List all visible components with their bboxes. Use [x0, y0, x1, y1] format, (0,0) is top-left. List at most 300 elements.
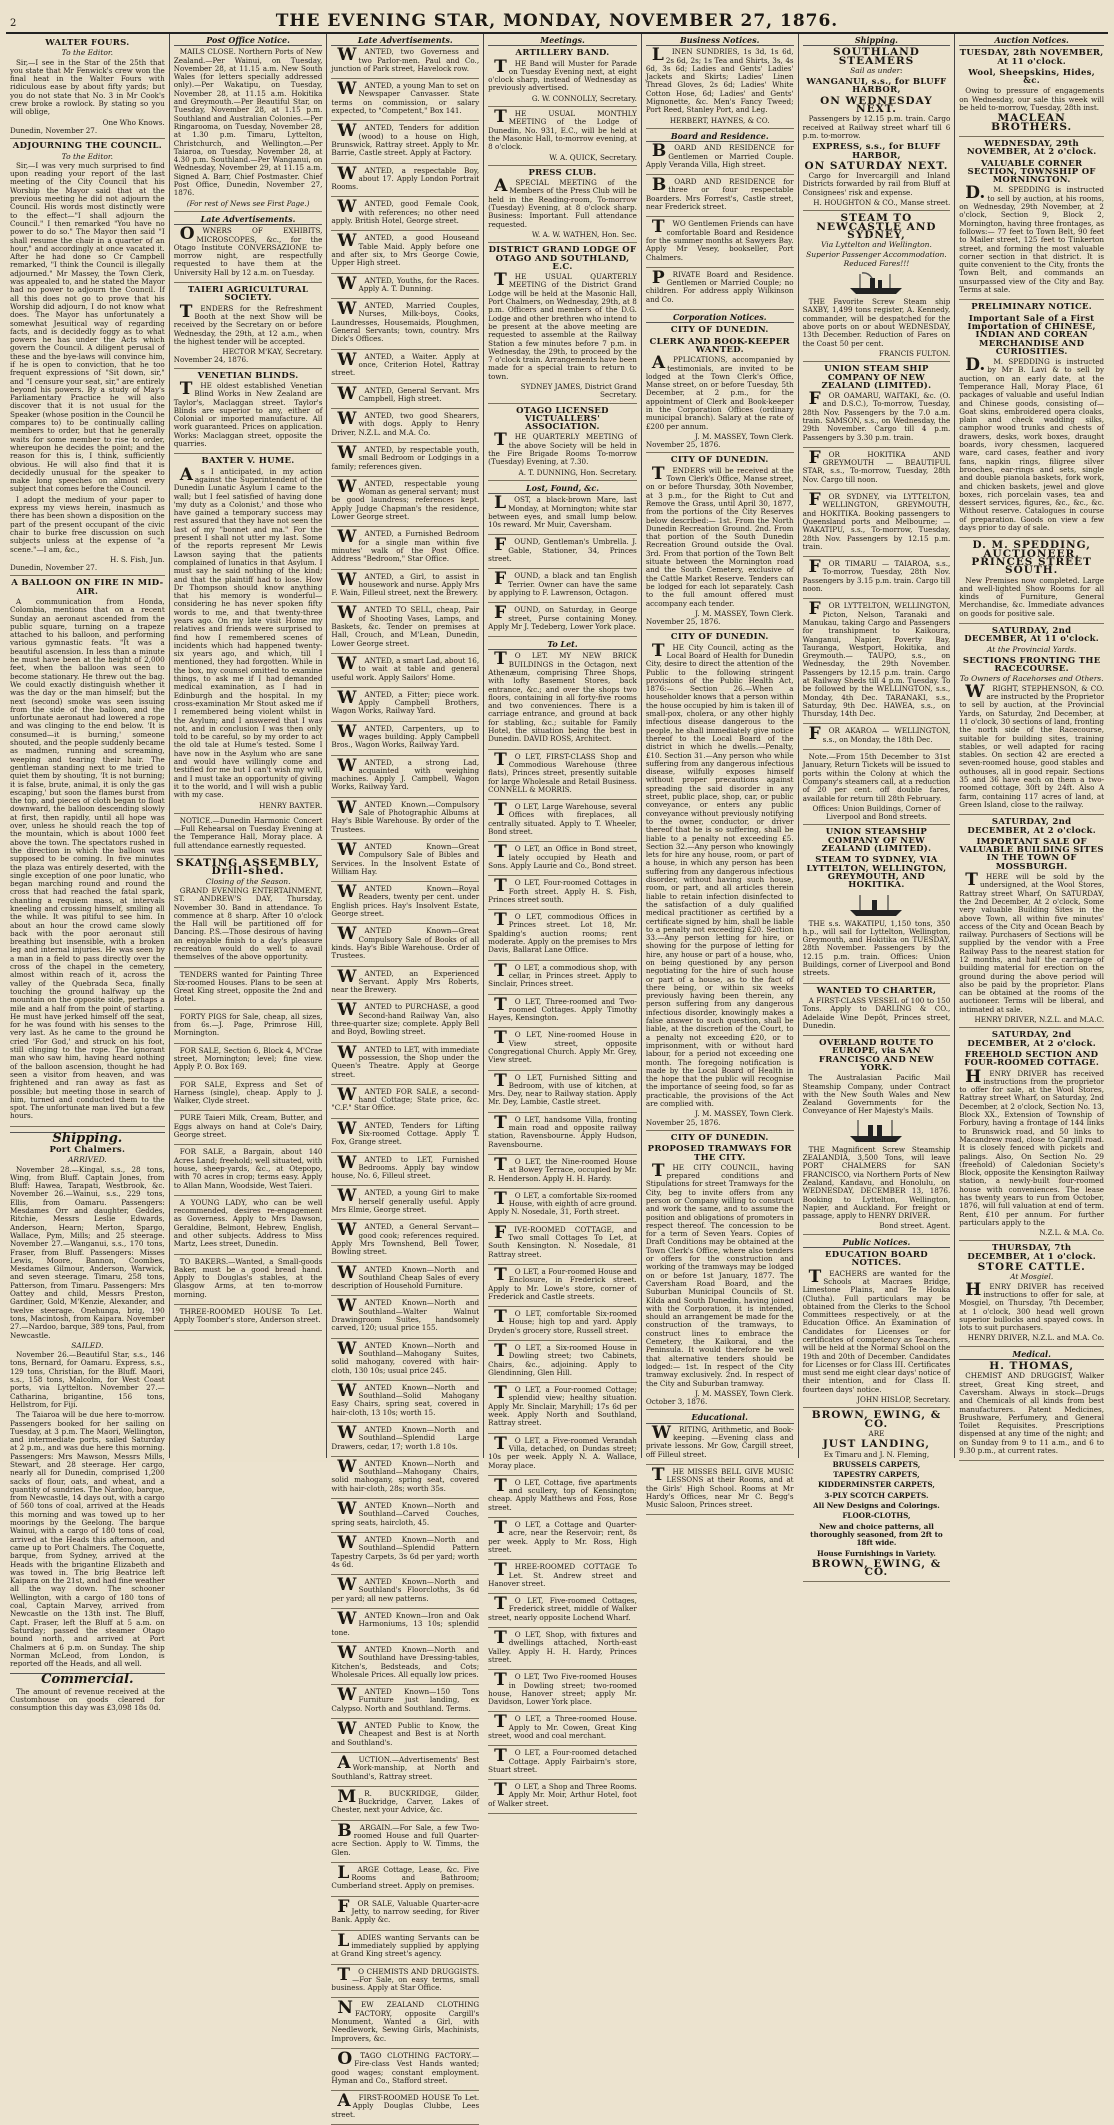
ad-text: WANTED, a Furnished Bedroom for a single man within five minutes' walk of the Post Office. Address "Bedroom," Star Office.	[331, 527, 480, 564]
masthead	[6, 6, 1108, 34]
product-line: All New Designs and Colorings.	[813, 1501, 940, 1511]
ad-young-lady	[174, 1199, 323, 1255]
brown-items	[803, 1461, 951, 1558]
ad-text: WANTED, Tenders for addition (wood) to a house on High, Brunswick, Rattray street. Apply to Mr. Barrie, Castle street. Apply at Factory.	[331, 121, 480, 158]
letter-body: Sir,—I see in the Star of the 25th that you state that Mr Fenwick's crew won the final heat in the Walter Fours with ridiculous ease by about fifty yards; but you do not state that No. 3 in Mr Cook's crew broke a rowlock. By stating so you will oblige,	[10, 57, 165, 117]
ad-signature: MACLEAN BROTHERS.	[991, 112, 1073, 133]
to-let-list	[488, 649, 637, 1814]
shipping-head: Shipping.	[803, 36, 951, 46]
ad-title: THURSDAY, 7th DECEMBER, At 1 o'clock.	[967, 1243, 1096, 1262]
ad-text: WANTED Known—North and Southland—Walter Walnut Drawingroom Suites, handsomely carved, 120; usual price 155.	[331, 1296, 480, 1333]
ad-text: TO LET, Large Warehouse, several Offices with fireplaces, all centrally situated. Apply to T. Wheeler, Bond street.	[488, 800, 637, 837]
article-balloon	[10, 579, 165, 1126]
letter-body-2: I adopt the medium of your paper to express my views herein, inasmuch as there has been shown a disposition on the part of the present occupant of the civic chair to burke free discussion on such subjects unless at the expense of "a scene."—I am, &c.,	[10, 494, 165, 554]
to-let-ad	[488, 749, 637, 800]
ad-title: SKATING ASSEMBLY, Drill-shed.	[176, 857, 321, 878]
ad-line: ARE	[868, 1428, 885, 1438]
ad-text: TO LET, a Four-roomed detached Cottage. Apply Fairbairn's store, Stuart street.	[488, 1746, 637, 1774]
ship-day: ON WEDNESDAY NEXT.	[820, 94, 933, 116]
ad-steam-newcastle	[803, 214, 951, 362]
ad-text: WANTED, Married Couples, Nurses, Milk-boys, Cooks, Laundresses, Housemaids, Ploughmen, General Servants; town, country. Mrs Dick's Offices.	[331, 299, 480, 344]
to-let-ad	[488, 876, 637, 910]
ad-subtitle: Important Sale of a First Importation of CHINESE, INDIAN AND COREAN MERCHANDISE AND CURIOSITIES.	[967, 313, 1096, 357]
ad-text: FOR SALE, Section 6, Block 4, M'Crae street, Mornington; level; fine view. Apply P. O. Box 169.	[173, 1045, 323, 1072]
ad-text: TO LET, a Six-roomed House in Dowling street; two Cabinets, Chairs, &c., adjoining. Apply to Glendinning, Glen Hill.	[488, 1341, 637, 1377]
product-line: FLOOR-CLOTHS,	[842, 1511, 911, 1521]
ad-text: WANTED, a Fitter; piece work. Apply Campbell Brothers, Wagon Works, Railway Yard.	[331, 687, 480, 716]
ad-subtitle-3: To Owners of Racehorses and Others.	[959, 674, 1104, 684]
ad-signature: HENRY DRIVER, N.Z.L. and M.A. Co.	[967, 1333, 1105, 1343]
classified-ad	[331, 383, 480, 410]
classified-ad	[331, 1719, 480, 1753]
letter-date: Dunedin, November 27.	[10, 125, 98, 135]
ad-text: AUCTION.—Advertisements' Best Work-manship, at North and Southland's, Rattray street.	[331, 1752, 480, 1781]
classified-ad	[331, 1000, 480, 1042]
ad-text: WANTED to PURCHASE, a good Second-hand Railway Van, also three-quarter size; complete. Apply Bell and Boyd, Bowling street.	[331, 1000, 480, 1037]
classified-ad	[331, 1575, 480, 1609]
ad-signature: Bond street. Agent.	[879, 1221, 951, 1231]
classified-ad	[331, 299, 480, 349]
ad-title: STEAM TO NEWCASTLE AND SYDNEY,	[816, 212, 937, 241]
ad-signature: SYDNEY JAMES, District Grand Secretary.	[520, 381, 637, 400]
ad-title: PRELIMINARY NOTICE.	[971, 302, 1093, 313]
ad-text: FOR SALE, Express and Set of Harness (single), cheap. Apply to J. Walker, Clyde street.	[173, 1079, 323, 1106]
ad-note: Note.—From 15th December to 31st January, Return Tickets will be issued to ports within the Colony at which the Company's steamers call, at a reduction of 20 per cent. off double fares, available for return till 28th February.	[802, 752, 951, 803]
ad-text: TO LET, Cottage, five apartments and scullery, top of Kensington; cheap. Apply Matthews and Foss, Rose street.	[488, 1475, 637, 1512]
shipping-news: The Taiaroa will be due here to-morrow. Passengers booked for her sailing on Tuesday, at 3 p.m. The Maori, Wellington, and intermediate ports, sailed Saturday at 2 p.m., and was due here this morning. Passengers: Mrs Mawson, Messrs Mills, Stewart, and 28 steerage. Her cargo, nearly all for Dunedin, comprised 1,200 sacks of flour, oats, and wheat, and a quantity of sundries. The Nardoo, barque, from Newcastle, 14 days out, with a cargo of 560 tons of coal, arrived at the Heads this morning and was towed up to her moorings by the Geelong. The barque Wainui, with a cargo of 180 tons of coal, arrived at the Heads this afternoon, and came up to Port Chalmers. The Coquette, barque, from Sydney, arrived at the Heads with the brigantine Elizabeth and was towed in. The brig Beatrice left Kaipara on the 21st, and had fine weather all the way down. The schooner Wellington, with a cargo of 180 tons of coal, Captain Marvey, arrived from Newcastle on the 13th inst. The Bluff, Capt. Fraser, left the Bluff at 5 a.m. on Saturday; passed the steamer Otago bound north, and arrived at Port Chalmers at 6 p.m. on Sunday. The ship Norman McLeod, from London, is reported off the Heads, and all well.	[10, 1410, 165, 1669]
ad-title: TAIERI AGRICULTURAL SOCIETY.	[187, 285, 309, 304]
ad-thomas	[959, 1362, 1104, 1461]
ad-text: WANTED Known—North and Southland Cheap Sales of every description of Household Furniture.	[331, 1262, 480, 1291]
letter-signature: One Who Knows.	[102, 117, 165, 127]
union-sailing	[803, 724, 951, 750]
to-let-ad	[488, 1154, 637, 1189]
ad-text: FOR SALE, Valuable Quarter-acre Jetty, to narrow seeding, for River Bank. Apply &c.	[331, 1896, 480, 1925]
educational-list	[645, 1422, 794, 1516]
arrived-head: ARRIVED.	[68, 1155, 107, 1165]
column-3	[327, 34, 484, 2119]
ad-text: TO LET, Four-roomed Cottages in Forth street. Apply H. S. Fish, Princes street south.	[488, 876, 637, 904]
ad-text: ASPECIAL MEETING of the Members of the Press Club will be held in the Reading-room, To-morrow (Tuesday) Evening, at 8 o'clock sharp. Business: Important. Full attendance requested.	[488, 176, 637, 229]
board-ad	[645, 141, 794, 175]
classified-ad	[331, 797, 480, 840]
ad-pigs	[174, 1013, 323, 1044]
classified-ad	[331, 1338, 480, 1381]
to-let-ad	[488, 800, 637, 842]
to-let-ad	[488, 842, 637, 876]
classified-ad	[331, 163, 480, 198]
ad-text: WANTED, good Female Cook, with references; no other need apply. British Hotel, George street.	[331, 197, 480, 226]
column-1	[6, 34, 170, 1713]
ad-subtitle: FREEHOLD SECTION AND FOUR-ROOMED COTTAGE.	[964, 1049, 1100, 1069]
ad-text: WANTED, a Waiter. Apply at once, Criterion Hotel, Rattray street.	[331, 349, 480, 378]
ad-title: UNION STEAMSHIP COMPANY OF NEW ZEALAND (LIMITED).	[821, 827, 932, 855]
to-let-ad	[488, 1188, 637, 1223]
ad-text: TENDERS will be received at the Town Clerk's Office, Manse street, on or before Thursday, 30th November, at 3 p.m., for the Right to Cut and Remove the Grass, until April 30, 1877, from the portions of the City Reserves below described:— 1st. From the North Dunedin Recreation Ground. 2nd. From that portion of the South Dunedin Recreation Ground outside the Oval. 3rd. From that portion of the Town Belt situate between the Mornington road and the South Cemetery, exclusive of the Cattle Market Reserve. Tenders can be lodged for each lot separately. Cash to the full amount offered must accompany each tender.	[645, 463, 794, 608]
classified-ad	[331, 2048, 480, 2091]
sailed-head: SAILED.	[71, 1340, 104, 1350]
ad-subtitle: IMPORTANT SALE OF VALUABLE BUILDING SITES IN THE TOWN OF MOSSBURGH.	[959, 836, 1104, 872]
ad-artillery	[488, 49, 637, 107]
ad-milk	[174, 1114, 323, 1145]
ad-subtitle: Sail as under:	[850, 65, 903, 75]
classified-ad	[331, 79, 480, 121]
ad-text: WANTED, a General Servant—good cook; references required. Apply Mrs Townshend, Bell Tower, Bowling street.	[331, 1220, 480, 1257]
classified-ad	[331, 966, 480, 1001]
ad-text: NOTICE.—Dunedin Harmonic Concert—Full Rehearsal on Tuesday Evening at the Temperance Hall, Moray place. A full attendance earnestly requested.	[173, 815, 323, 850]
ad-title: D. M. SPEDDING, AUCTIONEER, PRINCES STREET SOUTH.	[971, 539, 1092, 577]
ad-text: WANTED Known—Royal Readers, twenty per cent. under English prices. Hay's Insolvent Estate, George street.	[331, 882, 480, 919]
ad-baxter	[174, 457, 323, 813]
product-line: New and choice patterns, all thoroughly seasoned, from 2ft to 18ft wide.	[810, 1521, 943, 1548]
product-line: TAPESTRY CARPETS,	[833, 1470, 920, 1480]
ad-preliminary	[959, 303, 1104, 538]
classified-ad	[331, 1862, 480, 1897]
classified-ad	[331, 45, 480, 79]
ad-text: THE s.s. WAKATIPU, 1,150 tons, 350 h.p., will sail for Lyttelton, Wellington, Greymouth, and Hokitika on TUESDAY, 28th November. Passengers by the 12.15 p.m. train. Offices: Union Buildings, corner of Liverpool and Bond streets.	[802, 918, 951, 978]
product-line: 3-PLY SCOTCH CARPETS.	[824, 1490, 929, 1500]
ad-subtitle: STORE CATTLE.	[977, 1261, 1086, 1274]
ad-text: WANTED, a respectable Boy, about 17. Apply London Portrait Rooms.	[331, 163, 480, 192]
ad-text: TO LET, Three-roomed and Two-roomed Cottages. Apply Timothy Hayes, Kensington.	[488, 994, 637, 1023]
ad-text: WANTED, General Servant. Mrs Campbell, High street.	[337, 383, 480, 404]
ad-text: THE USUAL MONTHLY MEETING of the Lodge of Dunedin, No. 931, E.C., will be held at the Masonic Hall, to-morrow evening, at 8 o'clock.	[488, 107, 637, 152]
article-body: A communication from Honda, Colombia, mentions that on a recent Sunday an aeronaut ascended from the public square, turning on a trapeze attached to his balloon, and performing various gymnastic feats. "It was a beautiful ascension. In less than a minute he must have been at the height of 2,000 feet, when the balloon was seen to become stationary. He threw out the bag. We could exactly distinguish whether it was the day or the man himself; but the next (second) smoke was seen issuing from the side of the balloon, and the unfortunate aeronaut had lowered a rope and was clinging to the end below. 'It is consumed—it is burning,' someone shouted, and the people suddenly became as madmen, running and screaming, weeping and tearing their hair. The gentleman standing next to me tried to quiet them by shouting, 'It is not burning; it is false, brute, animal, it is only the gas escaping,' but soon the flames burst from the top, and pieces of cloth began to float downward, the balloon descending slowly at first, then rapidly, until all hope was over, unless he should reach the top of the mountain, which is about 1000 feet above the town. The spectators rushed in the direction in which the balloon was supposed to be coming. In five minutes the plaza was entirely deserted, with the single exception of one poor lunatic, who began marching round and round the cross that had reached the fatal spark, chanting a requiem mass, at intervals kneeling and crossing himself, smiling all the while. It was pitiful to see him. In about an hour the crowd came slowly back with the poor aeronaut still breathing but insensible, with a broken leg and internal injuries. He was seen by a man in a field to pass directly over the cross of the chapel in the cemetery, almost within reach of it, across the valley of the Quebrada Seca, finally touching the ground halfway up the mountain on the opposite side, perhaps a mile and a half from the point of starting. He must have jerked himself off the seat, for he was found with his senses to the very last. As he came to the ground he cried 'For God,' and struck on his foot, still clinging to the rope. The ignorant man who saw him, having heard nothing of the balloon ascension, thought he had seen a visitor from heaven, and was frightened and ran away as fast as possible; but meeting those in search of him, turned and conducted them to the spot. The unfortunate man lived but a few hours.	[10, 597, 165, 1121]
classified-ad	[331, 924, 480, 966]
ad-text: LINEN SUNDRIES, 1s 3d, 1s 6d, 2s 6d, 2s; 1s Tea and Shirts, 3s, 4s 6d, 3s 6d; Ladies and Gents' Ladies' Jackets and Skirts; Ladies' Linen Thread Gloves, 2s 6d; Ladies' White Cotton Hose, 6d; Ladies' and Gents' Mignonette, &c. Men's Fancy Tweed; Port Reed, Stanley Port, and Leg.	[645, 45, 794, 115]
ad-signature: HECTOR M'KAY, Secretary.	[222, 347, 323, 357]
ad-text: LADIES wanting Servants can be immediately supplied by applying at Grand King street's agency.	[331, 1930, 480, 1959]
to-let-ad	[488, 1712, 637, 1746]
letter-body: Sir,—I was very much surprised to find upon reading your report of the last meeting of the City Council that his Worship the Mayor said that at the previous meeting he did not adjourn the Council. His words most distinctly were to the effect—"I shall adjourn the Council." I then remarked "You have no power to do so." The Mayor then said "I shall resume the chair in a quarter of an hour," and accordingly at once vacated it. After he had done so Cr Campbell remarked, "I think the Council is illegally adjourned." Mr Massey, the Town Clerk, was appealed to, and he stated the Mayor had no power to adjourn the Council. If all this does not go to prove that his Worship did adjourn, I do not know what does. The Mayor has unfortunately a somewhat Jesuitical way of regarding facts, and is decidedly foggy as to what powers he has under the Acts which govern the Council. A diligent perusal of these and the bye-laws will convince him, if he is open to conviction, that he too frequent expressions of "Sit down, sir," and "I censure your seat, sir," are entirely beyond his powers. By a study of May's Parliamentary Practice he will also discover that it is not usual for the Speaker (whose position in the Council he compares to) to be continually calling members to order, but that he generally waits for some member to rise to order, whereupon he decides the point; and the reason for this is, I think, sufficiently obvious. He will also find that it is decidedly unusual for the speaker to make long speeches on almost every subject that comes before the Council.	[10, 160, 165, 494]
ad-signature: J. M. MASSEY, Town Clerk.	[695, 1388, 794, 1398]
product-line: KIDDERMINSTER CARPETS,	[818, 1480, 935, 1490]
ad-title: H. THOMAS,	[989, 1360, 1075, 1373]
ad-title: DISTRICT GRAND LODGE OF OTAGO AND SOUTHLAND, E.C.	[488, 245, 637, 272]
ad-exhibits	[173, 224, 323, 283]
medical-head: Medical.	[959, 1350, 1104, 1360]
ad-text: THE Favorite Screw Steam ship SAXBY, 1,499 tons register, A. Kennedy, commander, will be despatched for the above ports on or about WEDNESDAY, 13th December. Reduction of Fares on the Coast 50 per cent.	[802, 297, 951, 348]
product-line: BRUSSELS CARPETS,	[832, 1459, 921, 1469]
ad-text: FOUND, Gentleman's Umbrella. J. Gable, Stationer, 34, Princes street.	[488, 535, 637, 564]
union-sailing	[802, 490, 951, 557]
classified-ad	[331, 1998, 480, 2048]
to-let-ad	[488, 1594, 637, 1628]
ad-text: WANTED Known—North and Southland—Carved Couches, spring seats, haircloth, 45.	[331, 1499, 480, 1527]
letter-title: WALTER FOURS.	[45, 38, 130, 48]
ad-signature: HENRY BAXTER.	[259, 800, 323, 810]
ad-text: TO CHEMISTS AND DRUGGISTS.—For Sale, on easy terms, small business. Apply at Star Office.	[331, 1964, 480, 1993]
union-sailings-list	[802, 389, 951, 750]
to-let-ad	[488, 1628, 637, 1670]
classified-ad	[331, 476, 480, 527]
ad-text: As I anticipated, in my action against the Superintendent of the Dunedin Lunatic Asylum I came to the wall; but I feel satisfied of having done 'my duty as a Colonist,' and those who have gained a temporary success may rest assured that they have not seen the last of my "bonnet and ma." For the present I shall not utter my last. Some of the reports represent Mr Lewis Lawson saying that the patients complained of lunatics in that Asylum. I must say he said nothing of the kind; and that the plaintiff had to lose. How Dr Thompson should know anything that his memory is wonderful—considering he has never spoken fifty words to me, and that twenty-three years ago. On my late visit Home my relatives and friends were surprised to find how I remembered scenes of incidents which had happened twenty-six years ago, and which, till I mentioned, they had forgotten. While in the box, my counsel omitted to examine things, to ask me if I had demanded medical examination, as I had in Edinburgh and the hospital. In my cross-examination Mr Stout asked me if I remembered being violent whilst in the Asylum; and I answered that I was not, and in conclusion I was then only told to be careful, so by my order to act the old tale at Hume's tested. Some I have now in the Asylum who are sane and would have willingly come and testified for me but I can't wish my will, and I must take an opportunity of giving it to the world, and I will wish a public with my case.	[173, 464, 323, 800]
ad-text: THE City Council, acting as the Local Board of Health for Dunedin City, desire to direct the attention of the Public to the following stringent provisions of the Public Health Act, 1876:— Section 26.—When a householder knows that a person within the house occupied by him is taken ill of small-pox, cholera, or any other highly infectious disease dangerous to the people, he shall immediately give notice thereof to the Local Board of the district in which he dwells.—Penalty, £10. Section 31.—Any person who while suffering from any dangerous infectious disease, wilfully exposes himself without proper precautions against spreading the said disorder in any street, public place, shop, car, or public conveyance, or enters any public conveyance without previously notifying to the owner, conductor, or driver thereof that he is so suffering, shall be liable to a penalty not exceeding £5. Section 32.—Any person who knowingly lets for hire any house, room, or part of a house, in which any person has been suffering from any dangerous infectious disorder, without having such house, room, or part, and all articles therein liable to retain infection disinfected to the satisfaction of a duly qualified medical practitioner as certified by a certificate signed by him, shall be liable to a penalty not exceeding £20. Section 33.—Any person letting for hire, or showing for the purpose of letting for hire, any house or part of a house, who, on being questioned by any person negotiating for the hire of such house or part of a house, as to the fact of there being, or within six weeks previously having been therein, any person suffering from any dangerous infectious disorder, knowingly makes a false answer to such question, shall be liable, at the discretion of the Court, to a penalty not exceeding £20, or to imprisonment, with or without hard labour, for a period not exceeding one month. The foregoing notification is made by the Local Board of Health in the hope that the public will recognise the importance of seeing food, so far as practicable, the provisions of the Act are complied with.	[645, 640, 794, 1109]
classified-ad	[331, 603, 480, 653]
to-let-ad	[488, 960, 637, 995]
columns	[6, 34, 1108, 2119]
ad-text: TWO Gentlemen Friends can have comfortable Board and Residence for the summer months at Sawyers Bay. Apply Mr Vesey, bookseller, Port Chalmers.	[645, 217, 794, 262]
ship-name: EXPRESS, s.s., for BLUFF HARBOR,	[812, 142, 941, 161]
ad-subtitle-2: SECTIONS FRONTING THE RACECOURSE.	[962, 655, 1101, 675]
ad-title: PRESS CLUB.	[528, 167, 597, 178]
lost-found-ad	[488, 493, 637, 535]
board-ad	[645, 217, 794, 267]
classified-ad	[331, 197, 480, 231]
ad-text: HENRY DRIVER has received instructions to offer for sale, at Mosgiel, on Thursday, 7th December, at 1 o'clock, 300 head well grown superior bullocks and spayed cows. In lots to suit purchasers.	[959, 1279, 1105, 1333]
ad-title: VENETIAN BLINDS.	[197, 370, 299, 381]
classified-ad	[331, 273, 480, 300]
ad-union-steam	[803, 365, 951, 825]
ad-text: BOARD AND RESIDENCE for Gentlemen or Married Couple. Apply Veranda Villa, High street.	[645, 141, 794, 169]
section-subhead: Port Chalmers.	[49, 1145, 126, 1155]
ad-date: November 25, 1876.	[645, 617, 721, 627]
letter-walter-fours	[10, 39, 165, 139]
ad-title: ARTILLERY BAND.	[515, 48, 610, 59]
ad-text: TO LET, handsome Villa, fronting main road and opposite railway station, Ravensbourne. Apply Hudson, Ravensbourne.	[488, 1112, 637, 1149]
ad-text: TO LET, Nine-roomed House in View street, opposite Congregational Church. Apply Mr. Grey, View street.	[488, 1028, 637, 1065]
ad-overland	[803, 1039, 951, 1235]
ad-text: WANTED Known—Great Compulsory Sale of Bibles and Services. In the Insolvent Estate of William Hay.	[331, 839, 480, 876]
ad-text: WANTED, a young Man to set on Newspaper Canvasser. State terms on commission, or salary expected, to "Competent," Box 141.	[331, 79, 480, 116]
educational-ad	[645, 1422, 794, 1465]
late-ads-head: Late Advertisements.	[331, 36, 479, 46]
union-sailing	[802, 389, 951, 448]
letter-date: Dunedin, November 27.	[10, 563, 98, 573]
classified-ad	[331, 1152, 480, 1187]
ad-text: TO LET, Shop, with fixtures and dwellings attached, North-east Valley. Apply H. H. Hardy, Princes street.	[488, 1628, 637, 1664]
ad-text: New Premises now completed. Large and well-lighted Show Rooms for all kinds of Furniture, General Merchandise, &c. Immediate advances on goods for positive sale.	[959, 575, 1105, 618]
ad-text: FORTY PIGS for Sale, cheap, all sizes, from 6s.—J. Page, Primrose Hill, Mornington.	[173, 1011, 323, 1038]
ad-text: FOR LYTTELTON, WELLINGTON, Picton, Nelson, Taranaki and Manukau, taking Cargo and Passengers for transhipment to Kaikoura, Wanganui, Napier, Poverty Bay, Tauranga, Westport, Hokitika, and Greymouth.— TAUPO, s.s., on Wednesday, the 29th November. Passengers by 12.15 p.m. train. Cargo at Railway Sheds till 4 p.m. Tuesday. To be followed by the WELLINGTON, s.s., Monday, 4th Dec. TARANAKI, s.s., Saturday, 9th Dec. HAWEA, s.s., on Thursday, 14th Dec.	[802, 599, 951, 719]
ad-monthly-meeting	[488, 107, 637, 166]
ad-text: TO LET, comfortable Six-roomed House; high top and yard. Apply Dryden's grocery store, Russell street.	[488, 1307, 637, 1335]
ship-name: WANGANUI, s.s., for BLUFF HARBOR,	[806, 77, 947, 96]
section-shipping: Shipping.	[10, 1132, 165, 1143]
meetings-head: Meetings.	[488, 36, 637, 46]
ad-date: October 3, 1876.	[645, 1397, 708, 1407]
ad-text: WANTED to LET, with immediate possession, the Shop under the Queen's Theatre. Apply at George street.	[331, 1042, 480, 1079]
letter-title: ADJOURNING THE COUNCIL.	[12, 141, 163, 152]
ad-text-2: THE Magnificent Screw Steamship ZEALANDIA, 3,500 Tons, will leave PORT CHALMERS for SAN FRANCISCO, via Northern Ports of New Zealand, Kandavu, and Honolulu, on WEDNESDAY, DECEMBER 13, 1876. Booking to Lyttelton, Wellington, Napier, and Auckland. For freight or passage, apply to HENRY DRIVER.	[802, 1144, 951, 1221]
ad-text: TO LET, Two Five-roomed Houses in Dowling street; two-roomed house, Hanover street; apply Mr. Davidson, Lower York place.	[488, 1670, 637, 1707]
product-line: House Furnishings in Variety.	[816, 1548, 936, 1558]
ad-text: TO BAKERS.—Wanted, a Small-goods Baker, must be a good bread hand. Apply to Douglas's stables, at the Glasgow Arms, at ten to-morrow morning.	[173, 1256, 323, 1299]
ad-text: WANTED, a strong Lad, acquainted with weighing machines. Apply J. Campbell, Wagon Works, Railway Yard.	[331, 755, 480, 792]
ad-store-cattle	[959, 1244, 1104, 1346]
board-ad	[645, 175, 794, 217]
classified-ad	[331, 2091, 480, 2125]
ad-text: TO LET, a Four-roomed Cottage; splendid view; healthy situation. Apply Mr. Sinclair, Maryhill; 17s 6d per week. Apply North and Southland, Rattray street.	[488, 1383, 637, 1428]
ad-subtitle-3: Reduced Fares!!!	[843, 258, 910, 268]
ad-skating	[174, 859, 323, 968]
section-commercial: Commercial.	[10, 1673, 165, 1684]
ad-offices: Offices: Union Buildings, Corner of Liverpool and Bond streets.	[812, 803, 941, 822]
ad-text: TO LET, a Five-roomed Verandah Villa, detached, on Dundas street; 10s per week. Apply N. A. Wallace, Moray place.	[488, 1433, 637, 1470]
ad-text: WANTED Known—North and Southland—Splendid Pattern Tapestry Carpets, 3s 6d per yard; worth 4s 6d.	[331, 1532, 480, 1569]
classified-ad	[331, 1423, 480, 1457]
ad-taieri	[174, 286, 323, 369]
lost-found-head: Lost, Found, &c.	[488, 484, 637, 494]
ad-signature: J. M. MASSEY, Town Clerk.	[695, 1109, 794, 1119]
column-7	[955, 34, 1108, 1458]
classified-ad	[331, 1685, 480, 1719]
ad-text: FOUND, on Saturday, in George street, Purse containing Money. Apply Mr J. Tedeberg, Lower York place.	[488, 603, 637, 631]
ad-district-lodge	[488, 246, 637, 403]
classified-ad	[331, 839, 480, 882]
ad-title: CITY OF DUNEDIN.	[670, 632, 769, 643]
lost-found-list	[488, 493, 637, 637]
post-office-note: (For rest of News see First Page.)	[186, 198, 310, 208]
ad-text: OTAGO CLOTHING FACTORY.—Fire-class Vest Hands wanted; good wages; constant employment. Hyman and Co., Stafford street.	[331, 2048, 480, 2085]
classified-ad	[331, 349, 480, 384]
ad-title: SATURDAY, 2nd DECEMBER, At 2 o'clock.	[967, 817, 1096, 836]
ad-text: TO LET, a Cottage and Quarter-acre, near the Reservoir; rent, 8s per week. Apply to Mr. Ross, High street.	[488, 1518, 637, 1554]
ad-signature: J. M. MASSEY, Town Clerk.	[695, 431, 794, 441]
ad-title: OVERLAND ROUTE TO EUROPE, via SAN FRANCISCO AND NEW YORK.	[818, 1038, 934, 1073]
ad-text: TO LET, a Shop and Three Rooms. Apply Mr. Moir, Arthur Hotel, foot of Walker street.	[488, 1780, 637, 1808]
ad-mossburgh	[959, 818, 1104, 1028]
ad-text: THREE-ROOMED COTTAGE To Let. St. Andrew street and Hanover street.	[488, 1560, 637, 1588]
ad-title: SATURDAY, 2nd DECEMBER, At 11 o'clock.	[964, 626, 1100, 645]
ad-text: FOR OAMARU, WAITAKI, &c. (O. and D.S.C.), To-morrow, Tuesday, 28th Nov. Passengers by the 7.0 a.m. train. SAMSON, s.s., on Wednesday, the 29th November. Cargo till 4 p.m. Passengers by 3.30 p.m. train.	[802, 389, 951, 442]
ad-text: WANTED, two good Shearers, with dogs. Apply to Henry Driver, N.Z.L. and M.A. Co.	[331, 409, 480, 437]
ad-wool-sale	[959, 49, 1104, 137]
ad-text: THREE-ROOMED HOUSE To Let. Apply Toomber's store, Anderson street.	[173, 1307, 323, 1325]
to-let-ad	[488, 1518, 637, 1560]
union-sailing	[802, 447, 951, 490]
classified-ad	[331, 721, 480, 756]
ad-signature: A. T. DUNNING, Hon. Secretary.	[518, 467, 637, 477]
auction-head: Auction Notices.	[959, 36, 1104, 46]
arrived-body: November 28.—Kingal, s.s., 28 tons, Wing, from Bluff. Captain Jones, from Bluff: Hawea, Tarapati, Westbrook, &c. November 26.—Wainui, s.s., 229 tons, Ellis, from Oamaru. Passengers: Mesdames Orr and daughter, Geddes, Ritchie, Messrs Leslie Edwards, Anderson, Hearn; Merton, Spargo, Wallace, Pym, Mills; and 25 steerage. November 27.—Wanganui, s.s., 170 tons, Fraser, from Bluff. Passengers: Misses Lewis, Moore, Bannon, Coombes, Mesdames Gilmour, Anderson, Warwick, and seven steerage. Timaru, 258 tons, Patterson, from Timaru. Passengers: Mrs Oattey and child, Messrs Preston, Gardiner, Gold, M'Kenzie, Alexander, and twelve steerage. Onehunga, brig, 190 tons, Macintosh, from Kaipara. November 27.—Nardoo, barque, 389 tons, Paul, from Newcastle.	[10, 1164, 165, 1340]
union-sailing	[802, 599, 951, 724]
ad-signature: HERBERT, HAYNES, & CO.	[669, 115, 770, 125]
ad-text: WANTED to LET, Furnished Bedrooms. Apply bay window house, No. 6, Filleul street.	[331, 1152, 480, 1181]
ship-day: ON SATURDAY NEXT.	[804, 159, 949, 172]
ad-title: WANTED TO CHARTER,	[816, 985, 937, 996]
ad-text: PURE Taieri Milk, Cream, Butter, and Eggs always on hand at Cole's Dairy, George street.	[173, 1113, 323, 1140]
ad-signature: HENRY DRIVER, N.Z.L. and M.A.C.	[974, 1015, 1105, 1025]
ad-text: WANTED TO SELL, cheap, Pair of Shooting Vases, Lamps, and Baskets, &c. Tender on premises at Hall, Crouch, and M'Lean, Dunedin, Lower George street.	[331, 603, 480, 648]
educational-ad	[645, 1464, 794, 1515]
board-ad	[645, 267, 794, 310]
ad-venetian	[174, 372, 323, 455]
ad-text: FOR TIMARU — TAIAROA, s.s., To-morrow, Tuesday, 28th Nov. Passengers by 3.15 p.m. train. Cargo till noon.	[802, 557, 951, 594]
ad-signature: J. M. MASSEY, Town Clerk.	[695, 608, 794, 618]
steamship-icon	[846, 892, 906, 918]
ad-text: WANTED Known—North and Southland—Solid Mahogany Easy Chairs, spring seat, covered in hair-cloth, 13 10s; worth 15.	[331, 1380, 480, 1417]
ad-text: WANTED, Tenders for Lifting Six-roomed Cottage. Apply T. Fox, Grange street.	[331, 1118, 480, 1147]
classified-ad	[331, 1786, 480, 1821]
ad-text: TO LET, Five-roomed Cottages, Frederick street, middle of Walker street, nearly opposite Lochend Wharf.	[488, 1594, 637, 1622]
to-let-head: To Let.	[488, 640, 637, 650]
ad-text: FOR SYDNEY, via LYTTELTON, WELLINGTON, GREYMOUTH, and HOKITIKA. Booking passengers to Queensland ports and Melbourne; — WAKATIPU, s.s., To-morrow, Tuesday, 28th Nov. Passengers by 12.15 p.m. train.	[802, 490, 951, 551]
lost-found-ad	[488, 569, 637, 603]
ad-text: Owing to pressure of engagements on Wednesday, our sale this week will be held to-morrow, Tuesday, 28th inst.	[959, 86, 1105, 113]
ad-bargain	[174, 1148, 323, 1195]
ad-title: CITY OF DUNEDIN.	[670, 1132, 769, 1143]
ad-text: WANTED, Youths, for the Races. Apply A. T. Dunning.	[337, 273, 480, 294]
ad-text: PRIVATE Board and Residence. Gentlemen or Married Couple; no children. For address apply Wilkinson and Co.	[645, 267, 794, 304]
to-let-ad	[488, 1264, 637, 1307]
ad-signature: BROWN, EWING, & CO.	[811, 1557, 942, 1579]
classified-ad	[331, 1964, 480, 1999]
ad-text: TO LET, a comfortable Six-roomed House, with eighth of acre ground. Apply N. Nosedale, 31, Forth street.	[488, 1188, 637, 1217]
ad-text: D.M. SPEDDING is instructed by Mr B. Lavi & to sell by auction, on an early date, at the Temperance Hall, Moray Place, 61 packages of valuable and useful Indian and Chinese goods, consisting of— Goat skins, embroidered opera cloaks, plain and check wadding silks, camphor wood trunks and chests of drawers, desks, work boxes, draught boards, ivory chessmen, lacquered ware, card cases, feather and ivory fans, napkin rings, filigree silver brooches, ear-rings and sets, single and double pianola baskets, fork work, and chicken baskets, jewel and glove boxes, rich porcelain vases, tea and dessert services, figures, &c., &c., &c. Without reserve. Catalogues in course of preparation. Goods on view a few days prior to day of sale.	[959, 355, 1105, 533]
ad-text: TEACHERS are wanted for the Schools at Macraes Bridge, Limestone Plains, and Te Houka (Clutha). Full particulars may be obtained from the Clerks to the School Committees respectively, or at the Education Office. An Examination of Candidates for Licenses or for certificates of competency as Teachers, will be held at the Normal School on the 19th and 20th of December. Candidates for Licenses or for Class III. Certificates must send me eight clear days' notice of their intention, and for Class II. fourteen days' notice.	[802, 1266, 951, 1394]
ad-text: WANTED, by respectable youth, small Bedroom or Lodgings in a family; references given.	[331, 442, 480, 471]
ad-title: BROWN, EWING, & CO.	[811, 1409, 942, 1430]
newspaper-title: THE EVENING STAR, MONDAY, NOVEMBER 27, 1876.	[275, 11, 839, 31]
ad-subtitle: STEAM TO SYDNEY, VIA LYTTELTON, WELLINGTON, GREYMOUTH, AND HOKITIKA.	[806, 855, 947, 891]
to-let-ad	[488, 1307, 637, 1341]
ad-text: FOUND, a black and tan English Terrier. Owner can have the same by applying to F. Lawrenson, Octagon.	[488, 569, 637, 597]
classified-ad	[331, 687, 480, 722]
ad-press-club	[488, 169, 637, 243]
ad-text: WANTED, Carpenters, up to wages building. Apply Campbell Bros., Wagon Works, Railway Yard.	[331, 721, 480, 750]
ad-education-board	[803, 1251, 951, 1408]
article-title: A BALLOON ON FIRE IN MID-AIR.	[11, 578, 164, 597]
classified-ad	[331, 1296, 480, 1338]
ad-text: WANTED, a young Girl to make herself generally useful. Apply Mrs Elmie, George street.	[331, 1186, 480, 1215]
ad-text: TO LET, FIRST-CLASS Shop and Commodious Warehouse (three flats), Princes street, presently suitable for large Wholesale and Retail Business. CONNELL & MORRIS.	[488, 749, 637, 794]
ad-text: FOR HOKITIKA AND GREYMOUTH — BEAUTIFUL STAR, s.s., To-morrow, Tuesday, 28th Nov. Cargo till noon.	[802, 447, 951, 484]
to-let-ad	[488, 1341, 637, 1383]
ad-text: TO LET, Furnished Sitting and Bedroom, with use of kitchen, at Mrs. Dey, near to Railway station. Apply Mr. Dey, Lambie, Castle street.	[488, 1070, 637, 1107]
ad-text: GRAND EVENING ENTERTAINMENT, ST. ANDREW'S DAY, Thursday, November 30. Band in attendance. To commence at 8 sharp. After 10 o'clock the Hall will be partitioned off for Dancing. P.S.—Those desirous of having an enjoyable finish to a day's pleasure recreation would do well to avail themselves of the above opportunity.	[173, 885, 323, 962]
ad-text: TO LET, a Three-roomed House. Apply to Mr. Cowen, Great King street, wood and coal merchant.	[488, 1712, 637, 1740]
to-let-ad	[488, 994, 637, 1029]
ad-text: A FIRST-CLASS VESSEL of 100 to 150 Tons. Apply to DARLING & CO., Adelaide Wine Depôt, Princes street, Dunedin.	[802, 995, 951, 1030]
ad-victuallers	[488, 407, 637, 481]
classified-ad	[331, 231, 480, 273]
commercial-body: The amount of revenue received at the Customhouse on goods cleared for consumption this day was £3,098 18s 0d.	[10, 1686, 165, 1713]
to-let-ad	[488, 1670, 637, 1712]
ad-tender-painting	[174, 971, 323, 1010]
ad-text: TO LET, the Nine-roomed House at Bowey Terrace, occupied by Mr. R. Henderson. Apply H. H. Hardy.	[488, 1154, 637, 1183]
ad-text: THE Band will Muster for Parade on Tuesday Evening next, at eight o'clock sharp, instead of Wednesday as previously advertised.	[488, 56, 637, 93]
ad-text: WANTED, a Girl, to assist in housework and nurse. Apply Mrs F. Wain, Filleul street, next the Brewery.	[331, 569, 480, 598]
ad-subtitle: VALUABLE CORNER SECTION, TOWNSHIP OF MORNINGTON.	[967, 158, 1096, 186]
ad-title: SOUTHLAND STEAMERS	[833, 46, 920, 67]
ad-text: AFIRST-ROOMED HOUSE To Let. Apply Douglas Clubbe, Lees street.	[331, 2091, 480, 2119]
classified-ad	[331, 121, 480, 163]
ad-title: OTAGO LICENSED VICTUALLERS' ASSOCIATION.	[516, 405, 609, 433]
ad-subtitle: Via Lyttelton and Wellington.	[821, 240, 932, 250]
to-let-ad	[488, 1028, 637, 1070]
classified-ad	[331, 882, 480, 924]
ad-text: The Australasian Pacific Mail Steamship Company, under Contract with the New South Wales and New Zealand Governments for the Conveyance of Her Majesty's Mails.	[802, 1073, 951, 1116]
ad-harmonic	[174, 817, 323, 856]
ad-freehold	[959, 1031, 1104, 1241]
ad-text: TO LET, a Four-roomed House and Enclosure, in Frederick street. Apply to Mr. Lowe's store, corner of Frederick and Castle streets.	[488, 1264, 637, 1301]
ad-text: THE oldest established Venetian Blind Works in New Zealand are Taylor's, Maclaggan street. Taylor's Blinds are superior to any, either of Colonial or imported manufacture. All work guaranteed. Prices on application. Works: Maclaggan street, opposite the quarries.	[173, 378, 323, 449]
ad-text: APPLICATIONS, accompanied by testimonials, are invited to be lodged at the Town Clerk's Office, Manse street, on or before Tuesday, 5th December, at 2 p.m., for the appointment of Clerk and Book-keeper in the Corporation Offices (ordinary municipal branch). Salary at the rate of £200 per annum.	[645, 353, 794, 431]
classified-ad	[331, 1456, 480, 1499]
to-let-ad	[488, 1746, 637, 1780]
ad-title: TUESDAY, 28th NOVEMBER, At 11 o'clock.	[959, 48, 1104, 67]
ad-text: WANTED, two Governess and two Parlor-men. Paul and Co., junction of Park street, Havelock row.	[331, 45, 480, 73]
ad-signature: JOHN HISLOP, Secretary.	[857, 1395, 951, 1405]
ad-mornington-section	[959, 140, 1104, 300]
ad-signature: W. A. QUICK, Secretary.	[549, 152, 637, 162]
ad-union-sydney	[803, 828, 951, 983]
to-let-ad	[488, 1433, 637, 1476]
ad-text: TO LET, a commodious shop, with cellar, in Princes street. Apply to Sinclair, Princes street.	[488, 960, 637, 989]
ad-subtitle-2: At Mosgiel.	[1010, 1272, 1054, 1282]
sailed-body: November 26.—Beautiful Star, s.s., 146 tons, Bernard, for Oamaru. Express, s.s., 129 tons, Christian, for the Bluff. Maori, s.s., 158 tons, Malcolm, for West Coast ports, via Lyttelton. November 27.—Catharina, brigantine, 156 tons, Hellstrom, for Fiji.	[10, 1350, 165, 1409]
